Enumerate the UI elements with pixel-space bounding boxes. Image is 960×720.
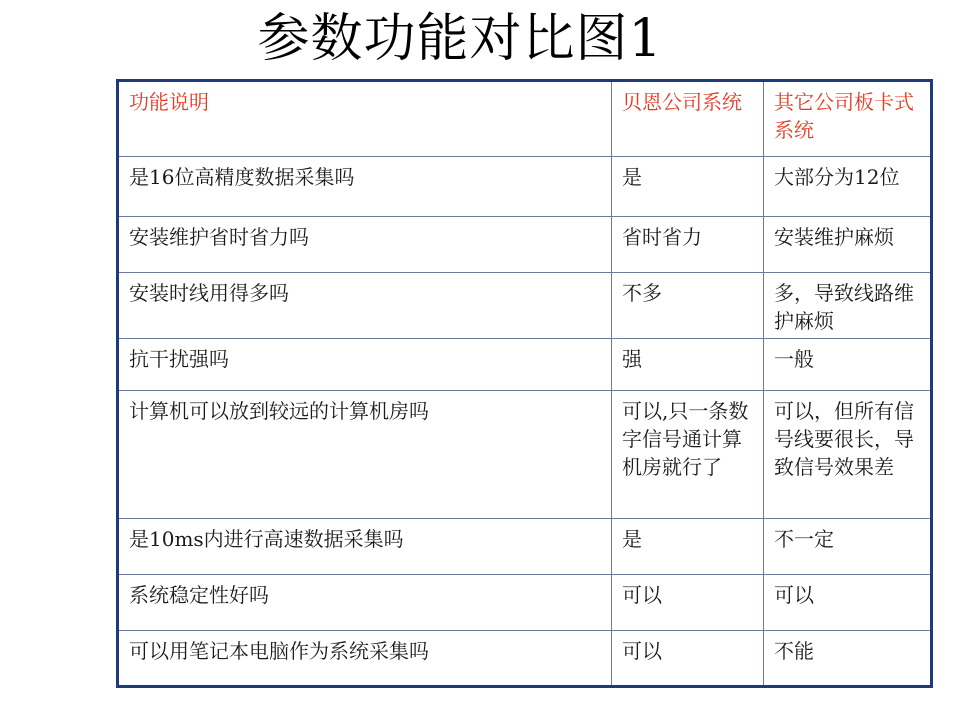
comparison-table (116, 79, 933, 688)
header-feature-description: 功能说明 (118, 81, 612, 157)
other-value-cell: 不能 (764, 631, 932, 687)
table-row (118, 631, 932, 687)
bain-value-cell: 强 (612, 339, 764, 391)
bain-value-cell: 省时省力 (612, 217, 764, 273)
feature-cell: 是10ms内进行高速数据采集吗 (118, 519, 612, 575)
other-value-cell: 安装维护麻烦 (764, 217, 932, 273)
other-value-cell: 多，导致线路维护麻烦 (764, 273, 932, 339)
bain-value-cell: 是 (612, 157, 764, 217)
header-bain-system: 贝恩公司系统 (612, 81, 764, 157)
bain-value-cell: 可以 (612, 575, 764, 631)
other-value-cell: 不一定 (764, 519, 932, 575)
feature-cell: 是16位高精度数据采集吗 (118, 157, 612, 217)
bain-value-cell: 不多 (612, 273, 764, 339)
table-row (118, 391, 932, 519)
page-title: 参数功能对比图1 (257, 9, 663, 69)
header-other-system: 其它公司板卡式系统 (764, 81, 932, 157)
feature-cell: 系统稳定性好吗 (118, 575, 612, 631)
feature-cell: 安装时线用得多吗 (118, 273, 612, 339)
table-row (118, 273, 932, 339)
table-row (118, 157, 932, 217)
table-row (118, 217, 932, 273)
feature-cell: 计算机可以放到较远的计算机房吗 (118, 391, 612, 519)
feature-cell: 可以用笔记本电脑作为系统采集吗 (118, 631, 612, 687)
bain-value-cell: 是 (612, 519, 764, 575)
table-row (118, 339, 932, 391)
other-value-cell: 可以 (764, 575, 932, 631)
bain-value-cell: 可以,只一条数字信号通计算机房就行了 (612, 391, 764, 519)
other-value-cell: 大部分为12位 (764, 157, 932, 217)
feature-cell: 抗干扰强吗 (118, 339, 612, 391)
table-row (118, 519, 932, 575)
bain-value-cell: 可以 (612, 631, 764, 687)
other-value-cell: 一般 (764, 339, 932, 391)
feature-cell: 安装维护省时省力吗 (118, 217, 612, 273)
other-value-cell: 可以，但所有信号线要很长，导致信号效果差 (764, 391, 932, 519)
table-header-row (118, 81, 932, 157)
table-row (118, 575, 932, 631)
